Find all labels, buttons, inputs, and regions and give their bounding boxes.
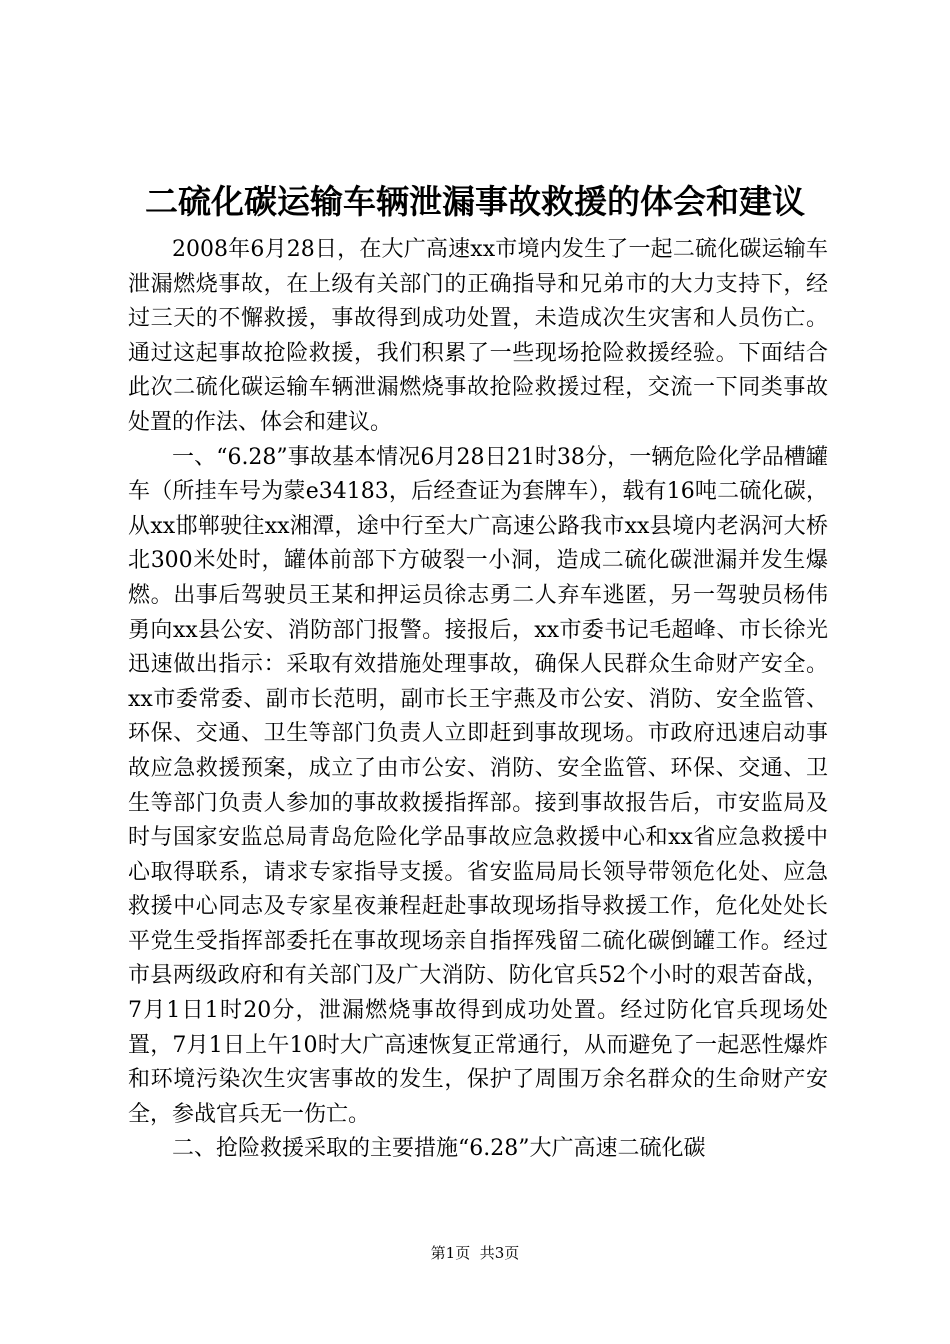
document-title: 二硫化碳运输车辆泄漏事故救援的体会和建议 bbox=[145, 182, 805, 221]
paragraph-section-two: 二、抢险救援采取的主要措施“6.28”大广高速二硫化碳 bbox=[172, 1136, 706, 1162]
paragraph-section-one: 一、“6.28”事故基本情况6月28日21时38分，一辆危险化学品槽罐车（所挂车号为蒙e34183，后经查证为套牌车），载有16吨二硫化碳，从xx邯郸驶往xx湘潭，途中行至大广高速公路我市xx县境内老涡河大桥北300米处时，罐体前部下方破裂一小洞，造成二硫化碳泄漏并发生爆燃。出事后驾驶员王某和押运员徐志勇二人弃车逃匿，另一驾驶员杨伟勇向xx县公安、消防部门报警。接报后，xx市委书记毛超峰、市长徐光迅速做出指示：采取有效措施处理事故，确保人民群众生命财产安全。xx市委常委、副市长范明，副市长王宇燕及市公安、消防、安全监管、环保、交通、卫生等部门负责人立即赶到事故现场。市政府迅速启动事故应急救援预案，成立了由市公安、消防、安全监管、环保、交通、卫生等部门负责人参加的事故救援指挥部。接到事故报告后，市安监局及时与国家安监总局青岛危险化学品事故应急救援中心和xx省应急救援中心取得联系，请求专家指导支援。省安监局局长领导带领危化处、应急救援中心同志及专家星夜兼程赶赴事故现场指导救援工作，危化处处长平党生受指挥部委托在事故现场亲自指挥残留二硫化碳倒罐工作。经过市县两级政府和有关部门及广大消防、防化官兵52个小时的艰苦奋战，7月1日1时20分，泄漏燃烧事故得到成功处置。经过防化官兵现场处置，7月1日上午10时大广高速恢复正常通行，从而避免了一起恶性爆炸和环境污染次生灾害事故的发生，保护了周围万余名群众的生命财产安全，参战官兵无一伤亡。 bbox=[128, 444, 828, 1127]
paragraph-intro: 2008年6月28日，在大广高速xx市境内发生了一起二硫化碳运输车泄漏燃烧事故，在上级有关部门的正确指导和兄弟市的大力支持下，经过三天的不懈救援，事故得到成功处置，未造成次生灾害和人员伤亡。通过这起事故抢险救援，我们积累了一些现场抢险救援经验。下面结合此次二硫化碳运输车辆泄漏燃烧事故抢险救援过程，交流一下同类事故处置的作法、体会和建议。 bbox=[128, 237, 828, 435]
page-number: 第1页 bbox=[430, 1244, 471, 1262]
page-footer bbox=[0, 1243, 950, 1263]
footer-separator bbox=[470, 1244, 480, 1262]
page-total: 共3页 bbox=[479, 1244, 520, 1262]
document-body bbox=[128, 233, 828, 1167]
